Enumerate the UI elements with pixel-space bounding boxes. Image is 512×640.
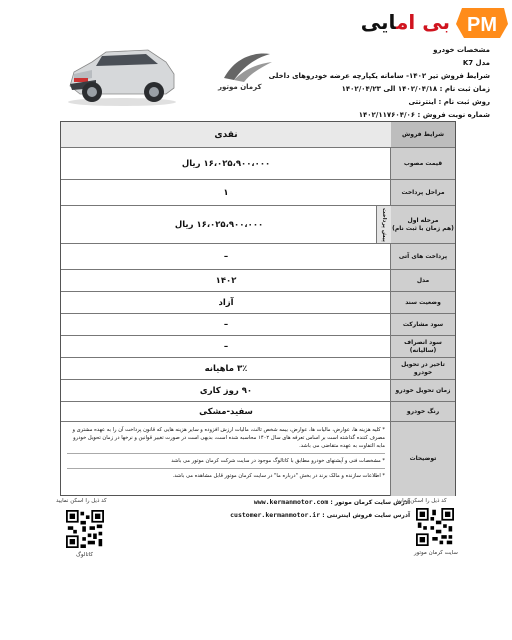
delivery-delay-value: ۳٪ ماهیانه: [204, 363, 248, 374]
first-stage-subtitle: (هم زمان با ثبت نام): [392, 224, 454, 232]
participation-profit-label: سود مشارکت: [390, 314, 455, 335]
kerman-motor-logo-text: کرمان موتور: [218, 83, 262, 91]
site-address-line: [150, 496, 410, 509]
model-line: مدل K7: [462, 59, 490, 67]
payment-stages-value: ۱: [223, 187, 229, 198]
catalog-label: کاتالوگ: [76, 552, 93, 558]
payment-stages-label: مراحل پرداخت: [390, 180, 455, 205]
sale-type-label: شرایط فروش: [390, 122, 455, 147]
sale-terms-line: شرایط فروش تیر ۱۴۰۲- سامانه یکپارچه عرضه خودروهای داخلی: [268, 72, 490, 80]
doc-status-label: وضعیت سند: [390, 292, 455, 313]
delivery-time-label: زمان تحویل خودرو: [390, 380, 455, 401]
catalog-qr-code[interactable]: [66, 510, 104, 548]
site-label: سایت کرمان موتور: [414, 550, 458, 556]
doc-status-value: آزاد: [218, 297, 234, 308]
prepayment-column: [376, 206, 391, 243]
site-url-link[interactable]: www.kermanmotor.com: [253, 498, 329, 506]
table-row-cancellation-profit: [61, 336, 455, 358]
qr-code-icon: [416, 508, 454, 546]
cancellation-profit-value: –: [223, 341, 229, 352]
qr-code-icon: [66, 510, 104, 548]
first-stage-value: ۱۶،۰۲۵،۹۰۰،۰۰۰ ریال: [174, 219, 264, 230]
future-payments-label: پرداخت های آتی: [390, 244, 455, 269]
table-row-notes: [61, 422, 455, 496]
table-row-model: [61, 270, 455, 292]
note-item: * اطلاعات سازنده و مالک برند در بخش "درباره ما" در سایت کرمان موتور قابل مشاهده می باشد.: [172, 473, 385, 479]
registration-time-line: زمان ثبت نام : ۱۴۰۲/۰۴/۱۸ الی ۱۴۰۲/۰۴/۲۳: [341, 85, 490, 93]
kerman-motor-emblem-icon: [210, 50, 278, 84]
prepayment-label: پیش پرداخت: [381, 207, 387, 242]
sale-type-value: نقدی: [61, 122, 391, 147]
header-info: [250, 44, 490, 122]
registration-method-line: روش ثبت نام : اینترنتی: [408, 98, 490, 106]
table-row-participation-profit: [61, 314, 455, 336]
site-address-label: آدرس سایت کرمان موتور :: [330, 499, 410, 506]
site-qr-code[interactable]: [416, 508, 454, 546]
table-row-doc-status: [61, 292, 455, 314]
approved-price-value: ۱۶،۰۲۵،۹۰۰،۰۰۰ ریال: [181, 158, 271, 169]
table-row-first-stage: [61, 206, 455, 244]
brand-logo-suffix: ایی: [360, 10, 397, 34]
table-row-delivery-time: [61, 380, 455, 402]
future-payments-value: –: [223, 251, 229, 262]
table-row-sale-type: [61, 122, 455, 148]
scan-hint-right: کد ذیل را اسکن نمایید: [396, 498, 447, 504]
document-title: مشخصات خودرو: [433, 46, 490, 54]
kerman-motor-logo: [210, 50, 278, 96]
pm-badge-text: PM: [467, 14, 497, 36]
car-image: [62, 40, 180, 108]
participation-profit-value: –: [223, 319, 229, 330]
delivery-delay-label: تاخیر در تحویل خودرو: [390, 358, 455, 379]
table-row-delivery-delay: [61, 358, 455, 380]
note-item: * کلیه هزینه ها، عوارض، مالیات ها، عوارض، بیمه شخص ثالث، مالیات ارزش افزوده و سایر هزینه هایی که قانون پرداخت آن را به عهده مشتری و مصرف کننده گذاشته است بر اساس تعرفه های سال ۱۴۰۲ محاسبه شده است، بدیهی است در صورت تغییر قوانین و نرخها در زمان تحویل خودرو مابه التفاوت به عهده متقاضی می باشد.: [67, 426, 385, 454]
color-label: رنگ خودرو: [390, 402, 455, 421]
sales-conditions-table: [60, 121, 456, 496]
first-stage-title: مرحله اول: [407, 216, 439, 224]
shop-address-line: [150, 509, 410, 522]
shop-address-label: آدرس سایت فروش اینترنتی :: [322, 512, 410, 519]
scan-hint-left: کد ذیل را اسکن نمایید: [56, 498, 107, 504]
table-row-approved-price: [61, 148, 455, 180]
notes-label: توضیحات: [390, 422, 455, 496]
brand-logo: [361, 10, 450, 34]
approved-price-label: قیمت مصوب: [390, 148, 455, 179]
notes-list: [61, 422, 391, 496]
circular-number-line: شماره نوبت فروش : ۱۴۰۲/۱۱۷۶۰۴/۰۶: [358, 111, 490, 119]
note-item: * مشخصات فنی و آپشنهای خودرو مطابق با کاتالوگ موجود در سایت شرکت کرمان موتور می باشد: [67, 457, 385, 469]
table-row-payment-stages: [61, 180, 455, 206]
delivery-time-value: ۹۰ روز کاری: [199, 385, 253, 396]
table-row-future-payments: [61, 244, 455, 270]
brand-logo-text: بی ام: [396, 10, 450, 34]
table-row-color: [61, 402, 455, 422]
model-label: مدل: [390, 270, 455, 291]
cancellation-profit-label: سود انصراف (سالیانه): [390, 336, 455, 357]
pm-badge-icon: [454, 4, 510, 42]
color-value: سفید-مشکی: [199, 406, 253, 417]
first-stage-label: [390, 206, 455, 243]
shop-url-link[interactable]: customer.kermanmotor.ir: [230, 511, 321, 519]
footer-links: [150, 496, 410, 522]
model-value: ۱۴۰۲: [215, 275, 237, 286]
